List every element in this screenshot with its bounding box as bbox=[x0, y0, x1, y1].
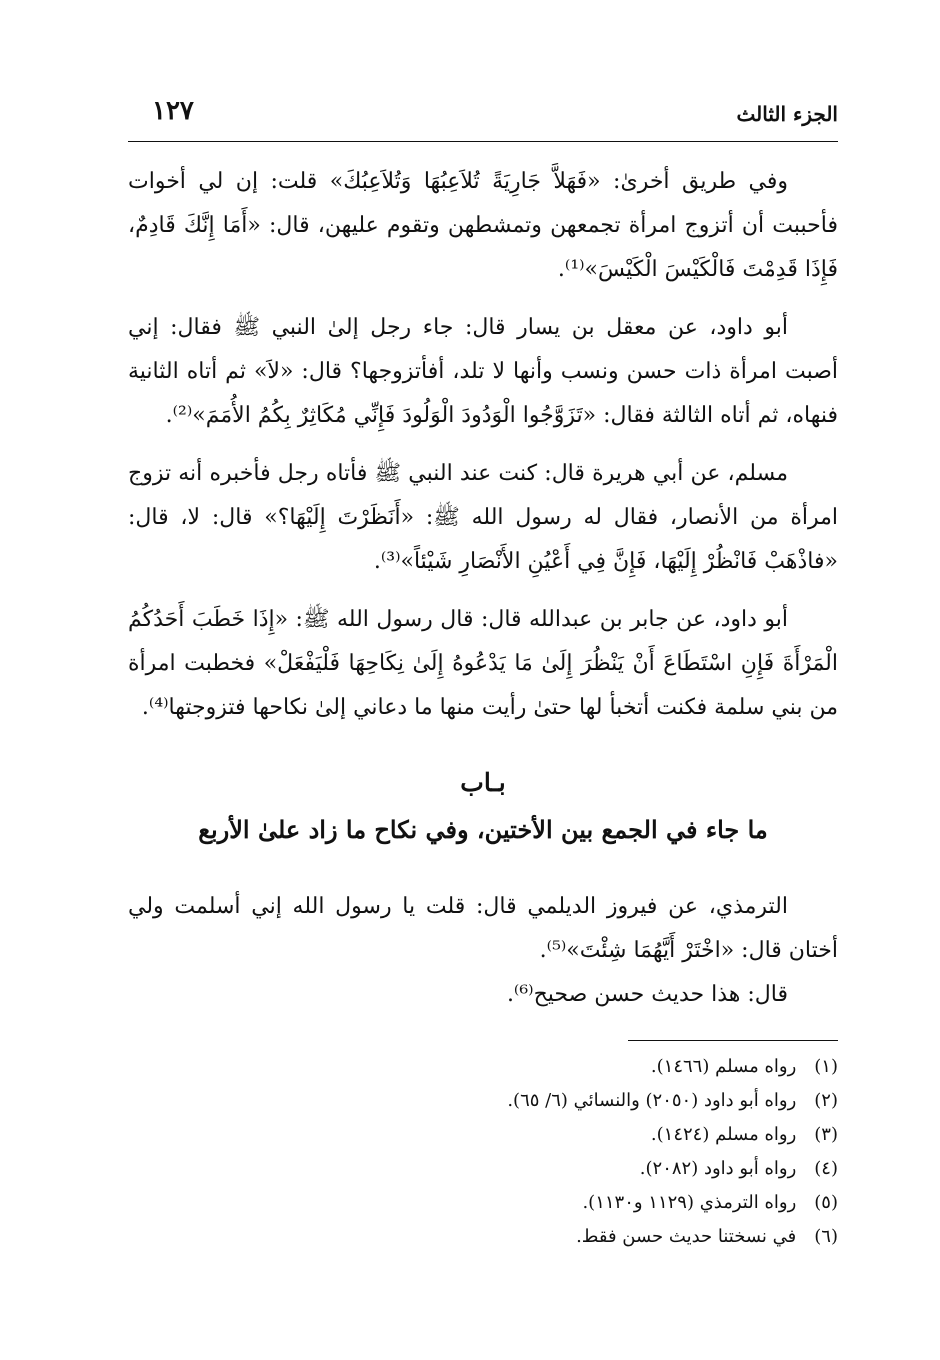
footnotes bbox=[128, 1050, 838, 1254]
footnote-label: (٦) bbox=[814, 1226, 838, 1247]
paragraph: مسلم، عن أبي هريرة قال: كنت عند النبي ﷺ فأتاه رجل فأخبره أنه تزوج امرأة من الأنصار، فقال له رسول الله ﷺ: «أَنَظَرْتَ إِلَيْهَا؟» قال: لا، قال: «فاذْهَبْ فَانْظُرْ إِلَيْهَا، فَإِنَّ فِي أَعْيُنِ الأَنْصَارِ شَيْئاً»⁽³⁾. bbox=[128, 461, 838, 574]
footnote-text: رواه مسلم (١٤٦٦). bbox=[650, 1056, 797, 1077]
footnote bbox=[128, 1186, 838, 1220]
paragraph: الترمذي، عن فيروز الديلمي قال: قلت يا رسول الله إني أسلمت ولي أختان قال: «اخْتَرْ أَيَّهُمَا شِئْتَ»⁽⁵⁾. bbox=[128, 894, 838, 963]
page-number: ١٢٧ bbox=[152, 96, 194, 126]
footnote bbox=[128, 1118, 838, 1152]
footnote-label: (٥) bbox=[814, 1192, 838, 1213]
footnote-text: رواه أبو داود (٢٠٥٠) والنسائي (٦/ ٦٥). bbox=[507, 1090, 797, 1111]
section-title: ما جاء في الجمع بين الأختين، وفي نكاح ما زاد علىٰ الأربع bbox=[198, 815, 768, 844]
main-text bbox=[128, 160, 838, 730]
footnote-label: (٢) bbox=[814, 1090, 838, 1111]
footnote-text: رواه الترمذي (١١٢٩ و١١٣٠). bbox=[582, 1192, 797, 1213]
footnote-text: رواه مسلم (١٤٢٤). bbox=[650, 1124, 797, 1145]
paragraph: وفي طريق أخرىٰ: «فَهَلاَّ جَارِيَةً تُلاَعِبُهَا وَتُلاَعِبُكَ» قلت: إن لي أخوات فأحببت أن أتزوج امرأة تجمعهن وتمشطهن وتقوم عليهن، قال: «أَمَا إِنَّكَ قَادِمٌ، فَإِذَا قَدِمْتَ فَالْكَيْسَ الْكَيْسَ»⁽¹⁾. bbox=[128, 169, 838, 282]
footnote bbox=[128, 1220, 838, 1254]
footnote-text: في نسختنا حديث حسن فقط. bbox=[576, 1226, 797, 1247]
paragraph: قال: هذا حديث حسن صحيح⁽⁶⁾. bbox=[506, 982, 788, 1007]
paragraph: أبو داود، عن معقل بن يسار قال: جاء رجل إلىٰ النبي ﷺ فقال: إني أصبت امرأة ذات حسن ونسب وأنها لا تلد، أفأتزوجها؟ قال: «لاَ» ثم أتاه الثانية فنهاه، ثم أتاه الثالثة فقال: «تَزَوَّجُوا الْوَدُودَ الْوَلُودَ فَإِنِّي مُكَاثِرٌ بِكُمُ الأُمَمَ»⁽²⁾. bbox=[128, 315, 838, 428]
paragraph: أبو داود، عن جابر بن عبدالله قال: قال رسول الله ﷺ: «إِذَا خَطَبَ أَحَدُكُمُ الْمَرْأَةَ فَإِنِ اسْتَطَاعَ أَنْ يَنْظُرَ إِلَىٰ مَا يَدْعُوهُ إِلَىٰ نِكَاحِهَا فَلْيَفْعَلْ» فخطبت امرأة من بني سلمة فكنت أتخبأ لها حتىٰ رأيت منها ما دعاني إلىٰ نكاحها فتزوجتها⁽⁴⁾. bbox=[128, 607, 838, 720]
page-header bbox=[128, 96, 838, 136]
section-text bbox=[128, 885, 838, 1017]
footnote bbox=[128, 1152, 838, 1186]
footnote bbox=[128, 1084, 838, 1118]
footnote-label: (١) bbox=[814, 1056, 838, 1077]
section-label: بـاب bbox=[460, 768, 506, 797]
footnote-text: رواه أبو داود (٢٠٨٢). bbox=[639, 1158, 797, 1179]
running-title: الجزء الثالث bbox=[736, 102, 838, 126]
header-divider bbox=[128, 141, 838, 142]
footnote-divider bbox=[628, 1040, 838, 1041]
footnote-label: (٣) bbox=[814, 1124, 838, 1145]
footnote bbox=[128, 1050, 838, 1084]
footnote-label: (٤) bbox=[814, 1158, 838, 1179]
